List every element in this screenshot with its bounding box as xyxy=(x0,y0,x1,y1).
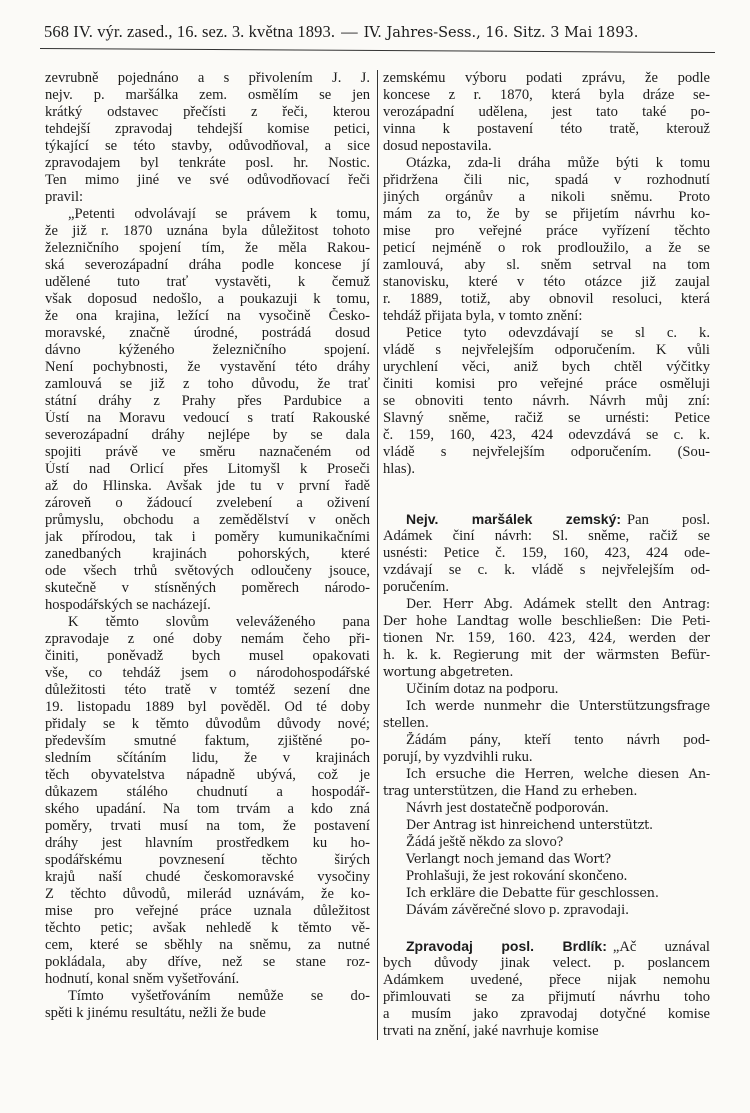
text-line xyxy=(383,308,710,325)
text-line xyxy=(383,1006,710,1023)
line-text: přidaly se k těmto důvodům důvody nové; xyxy=(45,716,370,732)
text-line xyxy=(45,818,370,835)
text-line xyxy=(45,257,370,274)
line-text: týkající se této stavby, odůvodňoval, a sice xyxy=(45,138,370,154)
line-text: č. 159, 160, 423, 424 odevzdává se c. k. xyxy=(383,427,710,443)
text-line xyxy=(383,749,710,766)
line-text: mám za to, že by se přijetím návrhu ko- xyxy=(383,206,710,222)
text-line xyxy=(383,766,710,783)
text-line xyxy=(383,732,710,749)
line-text: nejv. p. maršálka zem. osmělím se jen xyxy=(45,87,370,103)
line-text: K těmto slovům veleváženého pana xyxy=(68,614,370,630)
speaker-paragraph xyxy=(383,938,710,1040)
text-line xyxy=(383,715,710,732)
text-line xyxy=(45,155,370,172)
line-text: činiti komisi pro veřejné práce osměluji xyxy=(383,376,710,392)
quoted-paragraph xyxy=(45,206,370,614)
text-line xyxy=(45,767,370,784)
text-line xyxy=(383,342,710,359)
text-line xyxy=(383,274,710,291)
line-text: Ich werde nunmehr die Unterstützungsfrage xyxy=(406,699,710,714)
text-line xyxy=(45,223,370,240)
text-line xyxy=(383,613,710,630)
text-line xyxy=(45,563,370,580)
text-line xyxy=(45,478,370,495)
text-line xyxy=(45,359,370,376)
paragraph xyxy=(45,70,370,206)
line-text: zanedbaných krajinách pohorských, které xyxy=(45,546,370,562)
line-text: vše, co tehdáž jsem o národohospodářské xyxy=(45,665,370,681)
text-line xyxy=(45,138,370,155)
text-line xyxy=(45,461,370,478)
page-header xyxy=(44,22,714,42)
text-line xyxy=(383,257,710,274)
line-text: Ten mimo jiné ve své odůvodňovací řeči xyxy=(45,172,370,188)
text-line xyxy=(45,750,370,767)
line-text: Ústí na Moravu vedoucí s tratí Rakouské xyxy=(45,410,370,426)
line-text: hospodářských se nacházejí. xyxy=(45,597,211,613)
text-line xyxy=(45,801,370,818)
text-line xyxy=(383,189,710,206)
text-line xyxy=(383,121,710,138)
text-line xyxy=(383,800,710,817)
line-text: vinna k postavení této tratě, kterouž xyxy=(383,121,710,137)
text-line xyxy=(383,528,710,545)
text-line xyxy=(383,902,710,919)
line-text: verozápadní udělena, jest tato také po- xyxy=(383,104,710,120)
text-line xyxy=(383,545,710,562)
text-line xyxy=(383,206,710,223)
text-line xyxy=(383,938,710,955)
line-text: zpravodaje z oné doby nemám čeho při- xyxy=(45,631,370,647)
line-text: Tímto vyšetřováním nemůže se do- xyxy=(68,988,370,1004)
line-text: cem, které se sběhly na sněmu, za nutné xyxy=(45,937,370,953)
line-text: Otázka, zda-li dráha může býti k tomu xyxy=(406,155,710,171)
text-line xyxy=(45,410,370,427)
speaker-name: Zpravodaj posl. Brdlík: xyxy=(406,938,607,954)
header-rule xyxy=(40,48,715,53)
text-line xyxy=(45,682,370,699)
german-paragraph xyxy=(383,885,710,902)
text-line xyxy=(45,240,370,257)
line-text: ského upadání. Na tom trvám a kdo zná xyxy=(45,801,370,817)
text-line xyxy=(45,835,370,852)
line-text: státní dráhy z Prahy přes Pardubice a xyxy=(45,393,370,409)
line-text: těch obyvatelstva nápadně ubývá, což je xyxy=(45,767,370,783)
text-line xyxy=(383,647,710,664)
paragraph xyxy=(383,732,710,766)
line-text: průmyslu, obchodu a zemědělství v oněch xyxy=(45,512,370,528)
text-line xyxy=(45,427,370,444)
text-line xyxy=(45,784,370,801)
line-text: krajů naší chudé českomoravské vysočiny xyxy=(45,869,370,885)
text-line xyxy=(45,121,370,138)
line-text: spěti k jinému resultátu, nežli že bude xyxy=(45,1005,266,1021)
text-line xyxy=(383,955,710,972)
text-line xyxy=(45,1005,370,1022)
line-text: Ich ersuche die Herren, welche diesen An- xyxy=(406,767,710,782)
text-line xyxy=(383,885,710,902)
paragraph xyxy=(45,614,370,988)
line-text: především smutné faktum, zjištěné po- xyxy=(45,733,370,749)
line-text: vzdávají se c. k. vládě s nejvřelejším od- xyxy=(383,562,710,578)
text-line xyxy=(45,903,370,920)
line-text: porují, by vyzdvihli ruku. xyxy=(383,749,533,765)
text-line xyxy=(45,444,370,461)
text-line xyxy=(45,393,370,410)
right-column xyxy=(383,70,710,1040)
line-text: ská severozápadní dráha podle koncese jí xyxy=(45,257,370,273)
text-line xyxy=(45,971,370,988)
line-text: spodářskému povznesení těchto širých xyxy=(45,852,370,868)
text-line xyxy=(45,529,370,546)
text-line xyxy=(383,393,710,410)
text-line xyxy=(383,410,710,427)
line-text: tehdáž přijata byla, v tomto znění: xyxy=(383,308,583,324)
line-text: h. k. k. Regierung mit der wärmsten Befür- xyxy=(383,648,710,663)
text-line xyxy=(383,989,710,1006)
line-text: činiti, poněvadž bych musel opakovati xyxy=(45,648,370,664)
text-line xyxy=(45,648,370,665)
text-line xyxy=(383,223,710,240)
paragraph xyxy=(383,800,710,817)
line-text: severozápadní dráhy nejlépe by se dala xyxy=(45,427,370,443)
line-text: Adámek činí návrh: Sl. sněme, račiž se xyxy=(383,528,710,544)
line-text: „Petenti odvolávají se právem k tomu, xyxy=(68,206,370,222)
text-line xyxy=(383,596,710,613)
text-line xyxy=(383,681,710,698)
line-text: tehdejší zpravodaj tehdejší komise petici, xyxy=(45,121,370,137)
text-line xyxy=(45,716,370,733)
text-line xyxy=(383,562,710,579)
text-line xyxy=(383,240,710,257)
text-line xyxy=(383,155,710,172)
german-paragraph xyxy=(383,698,710,732)
line-text: udělené tuto trať vystavěti, k čemuž xyxy=(45,274,370,290)
line-text: pravil: xyxy=(45,189,84,205)
line-text: „Ač uznával xyxy=(612,939,710,955)
line-text: Dávám závěrečné slovo p. zpravodaji. xyxy=(406,902,629,918)
text-line xyxy=(45,495,370,512)
text-line xyxy=(45,597,370,614)
line-text: zevrubně pojednáno a s přivolením J. J. xyxy=(45,70,370,86)
text-line xyxy=(45,70,370,87)
line-text: koncese z r. 1870, která byla dráze se- xyxy=(383,87,710,103)
text-line xyxy=(45,291,370,308)
line-text: vládě s nejvřelejším odporučením. (Sou- xyxy=(383,444,710,460)
line-text: zároveň o žádoucí zvelebení a oživení xyxy=(45,495,370,511)
line-text: jiných orgánův a nikoli sněmu. Proto xyxy=(383,189,710,205)
line-text: Der Antrag ist hinreichend unterstützt. xyxy=(406,818,653,833)
text-line xyxy=(383,698,710,715)
text-line xyxy=(383,138,710,155)
line-text: hlas). xyxy=(383,461,416,477)
text-line xyxy=(45,631,370,648)
line-text: zamlouvá, aby sl. sněm setrval na tom xyxy=(383,257,710,273)
line-text: Slavný sněme, račiž se urnésti: Petice xyxy=(383,410,710,426)
line-text: že ona krajina, ležící na vysočině Česko- xyxy=(45,308,370,324)
line-text: hodnutí, konal sněm vyšetřování. xyxy=(45,971,240,987)
text-line xyxy=(383,630,710,647)
line-text: Z těchto důvodů, milerád uznávám, že ko- xyxy=(45,886,370,902)
text-line xyxy=(45,206,370,223)
line-text: urychlení věci, aniž bych chtěl výčitky xyxy=(383,359,710,375)
line-text: že již r. 1870 uznána byla důležitost tohoto xyxy=(45,223,370,239)
paragraph xyxy=(383,70,710,155)
text-line xyxy=(45,988,370,1005)
text-line xyxy=(383,325,710,342)
text-line xyxy=(383,70,710,87)
text-line xyxy=(45,172,370,189)
text-line xyxy=(45,869,370,886)
text-line xyxy=(383,834,710,851)
line-text: důkazem stálého chudnutí a hospodář- xyxy=(45,784,370,800)
line-text: však doposud nedošlo, a poukazuji k tomu, xyxy=(45,291,370,307)
text-line xyxy=(45,308,370,325)
text-line xyxy=(45,886,370,903)
speaker-name: Nejv. maršálek zemský: xyxy=(406,511,622,527)
text-line xyxy=(45,852,370,869)
text-line xyxy=(383,783,710,800)
line-text: Der. Herr Abg. Adámek stellt den Antrag: xyxy=(406,597,710,612)
line-text: mise pro veřejné práce vyřízení těchto xyxy=(383,223,710,239)
text-line xyxy=(45,665,370,682)
text-line xyxy=(383,461,710,478)
text-line xyxy=(45,274,370,291)
text-line xyxy=(383,376,710,393)
text-line xyxy=(45,614,370,631)
line-text: těchto petic; avšak nehledě k těmto vě- xyxy=(45,920,370,936)
line-text: mise pro veřejné práce uznala důležitost xyxy=(45,903,370,919)
text-line xyxy=(383,868,710,885)
line-text: dosud nepostavila. xyxy=(383,138,492,154)
line-text: bych důvody jinak velect. p. poslancem xyxy=(383,955,710,971)
text-line xyxy=(383,511,710,528)
header-dash: — xyxy=(341,22,358,41)
line-text: trvati na znění, jaké navrhuje komise xyxy=(383,1023,599,1039)
text-line xyxy=(383,664,710,681)
paragraph xyxy=(45,988,370,1022)
header-german: IV. Jahres-Sess., 16. Sitz. 3 Mai 1893. xyxy=(363,25,639,41)
column-divider xyxy=(377,70,378,1040)
line-text: usnésti: Petice č. 159, 160, 423, 424 ode- xyxy=(383,545,710,561)
line-text: stellen. xyxy=(383,716,429,731)
paragraph xyxy=(383,325,710,478)
line-text: Žádám pány, kteří tento návrh pod- xyxy=(406,732,710,748)
line-text: vládě s nejvřelejším odporučením. K vůli xyxy=(383,342,710,358)
paragraph xyxy=(383,902,710,919)
text-line xyxy=(45,920,370,937)
text-line xyxy=(383,972,710,989)
line-text: spojiti právě ve směru naznačeném od xyxy=(45,444,370,460)
paragraph xyxy=(383,155,710,325)
line-text: sledním sčítáním lidu, že v krajinách xyxy=(45,750,370,766)
line-text: přimlouvati se za přijmutí návrhu toho xyxy=(383,989,710,1005)
text-line xyxy=(45,376,370,393)
line-text: moravské, značně úrodné, postrádá dosud xyxy=(45,325,370,341)
line-text: krátký odstavec přečísti z řeči, kterou xyxy=(45,104,370,120)
line-text: tionen Nr. 159, 160. 423, 424, werden der xyxy=(383,631,710,646)
line-text: skutečně v stísněných poměrech národo- xyxy=(45,580,370,596)
text-line xyxy=(383,1023,710,1040)
line-text: poručením. xyxy=(383,579,450,595)
line-text: Ústí nad Orlicí přes Litomyšl k Proseči xyxy=(45,461,370,477)
text-line xyxy=(45,325,370,342)
line-text: Verlangt noch jemand das Wort? xyxy=(406,852,611,867)
line-text: dráhy jest hlavním prostředkem ku ho- xyxy=(45,835,370,851)
text-line xyxy=(45,546,370,563)
line-text: zemskému výboru podati zprávu, že podle xyxy=(383,70,710,86)
paragraph xyxy=(383,681,710,698)
german-paragraph xyxy=(383,596,710,681)
line-text: Petice tyto odevzdávají se sl c. k. xyxy=(406,325,710,341)
line-text: přidržena čili nic, spadá v rozhodnutí xyxy=(383,172,710,188)
speaker-paragraph xyxy=(383,511,710,596)
text-line xyxy=(383,427,710,444)
text-line xyxy=(45,512,370,529)
line-text: stanovisku, které v této otázce již zaujal xyxy=(383,274,710,290)
text-line xyxy=(45,189,370,206)
line-text: Prohlašuji, že jest rokování skončeno. xyxy=(406,868,628,884)
text-line xyxy=(45,937,370,954)
text-line xyxy=(45,699,370,716)
line-text: se obnoviti tento návrh. Návrh můj zní: xyxy=(383,393,710,409)
line-text: Der hohe Landtag wolle beschließen: Die Peti- xyxy=(383,614,710,629)
line-text: Učiním dotaz na podporu. xyxy=(406,681,559,697)
line-text: Žádá ještě někdo za slovo? xyxy=(406,834,564,850)
line-text: wortung abgetreten. xyxy=(383,665,514,680)
text-line xyxy=(383,172,710,189)
text-line xyxy=(45,342,370,359)
line-text: peticí nejméně o rok prodloužilo, a že se xyxy=(383,240,710,256)
line-text: 19. listopadu 1889 byl pověděl. Od té doby xyxy=(45,699,370,715)
line-text: až do Hlinska. Avšak jde tu v první řadě xyxy=(45,478,370,494)
text-line xyxy=(45,87,370,104)
line-text: trag unterstützen, die Hand zu erheben. xyxy=(383,784,638,799)
line-text: r. 1889, totiž, aby obnovil resoluci, která xyxy=(383,291,710,307)
line-text: zamlouvá se již z toho důvodu, že trať xyxy=(45,376,370,392)
header-czech: 568 IV. výr. zased., 16. sez. 3. května 1893. xyxy=(44,22,336,41)
text-line xyxy=(383,817,710,834)
line-text: ode všech trhů světových odloučeny jsouce, xyxy=(45,563,370,579)
line-text: Není pochybnosti, že vystavění této dráhy xyxy=(45,359,370,375)
text-line xyxy=(383,87,710,104)
line-text: Návrh jest dostatečně podporován. xyxy=(406,800,609,816)
paragraph xyxy=(383,868,710,885)
text-line xyxy=(383,359,710,376)
german-paragraph xyxy=(383,851,710,868)
line-text: a musím jako zpravodaj dotyčné komise xyxy=(383,1006,710,1022)
german-paragraph xyxy=(383,817,710,834)
line-text: Pan posl. xyxy=(627,512,710,528)
german-paragraph xyxy=(383,766,710,800)
line-text: Adámkem uvedené, přece nijak nemohu xyxy=(383,972,710,988)
line-text: pokládala, aby dříve, než se stane roz- xyxy=(45,954,370,970)
line-text: zpravodajem byl tenkráte posl. hr. Nostic. xyxy=(45,155,370,171)
text-line xyxy=(383,579,710,596)
line-text: jak přírodou, tak i poměry kumunikačními xyxy=(45,529,370,545)
line-text: Ich erkläre die Debatte für geschlossen. xyxy=(406,886,659,901)
line-text: dávno kýženého železničního spojení. xyxy=(45,342,370,358)
text-line xyxy=(383,104,710,121)
line-text: důležitosti této tratě v tomtéž sezení dne xyxy=(45,682,370,698)
left-column xyxy=(45,70,370,1022)
line-text: železničního spojení tím, že měla Rakou- xyxy=(45,240,370,256)
text-line xyxy=(45,104,370,121)
line-text: poměry, trvati musí na tom, že postavení xyxy=(45,818,370,834)
paragraph xyxy=(383,834,710,851)
text-line xyxy=(383,444,710,461)
text-line xyxy=(383,291,710,308)
text-line xyxy=(45,580,370,597)
text-line xyxy=(383,851,710,868)
text-line xyxy=(45,733,370,750)
text-line xyxy=(45,954,370,971)
